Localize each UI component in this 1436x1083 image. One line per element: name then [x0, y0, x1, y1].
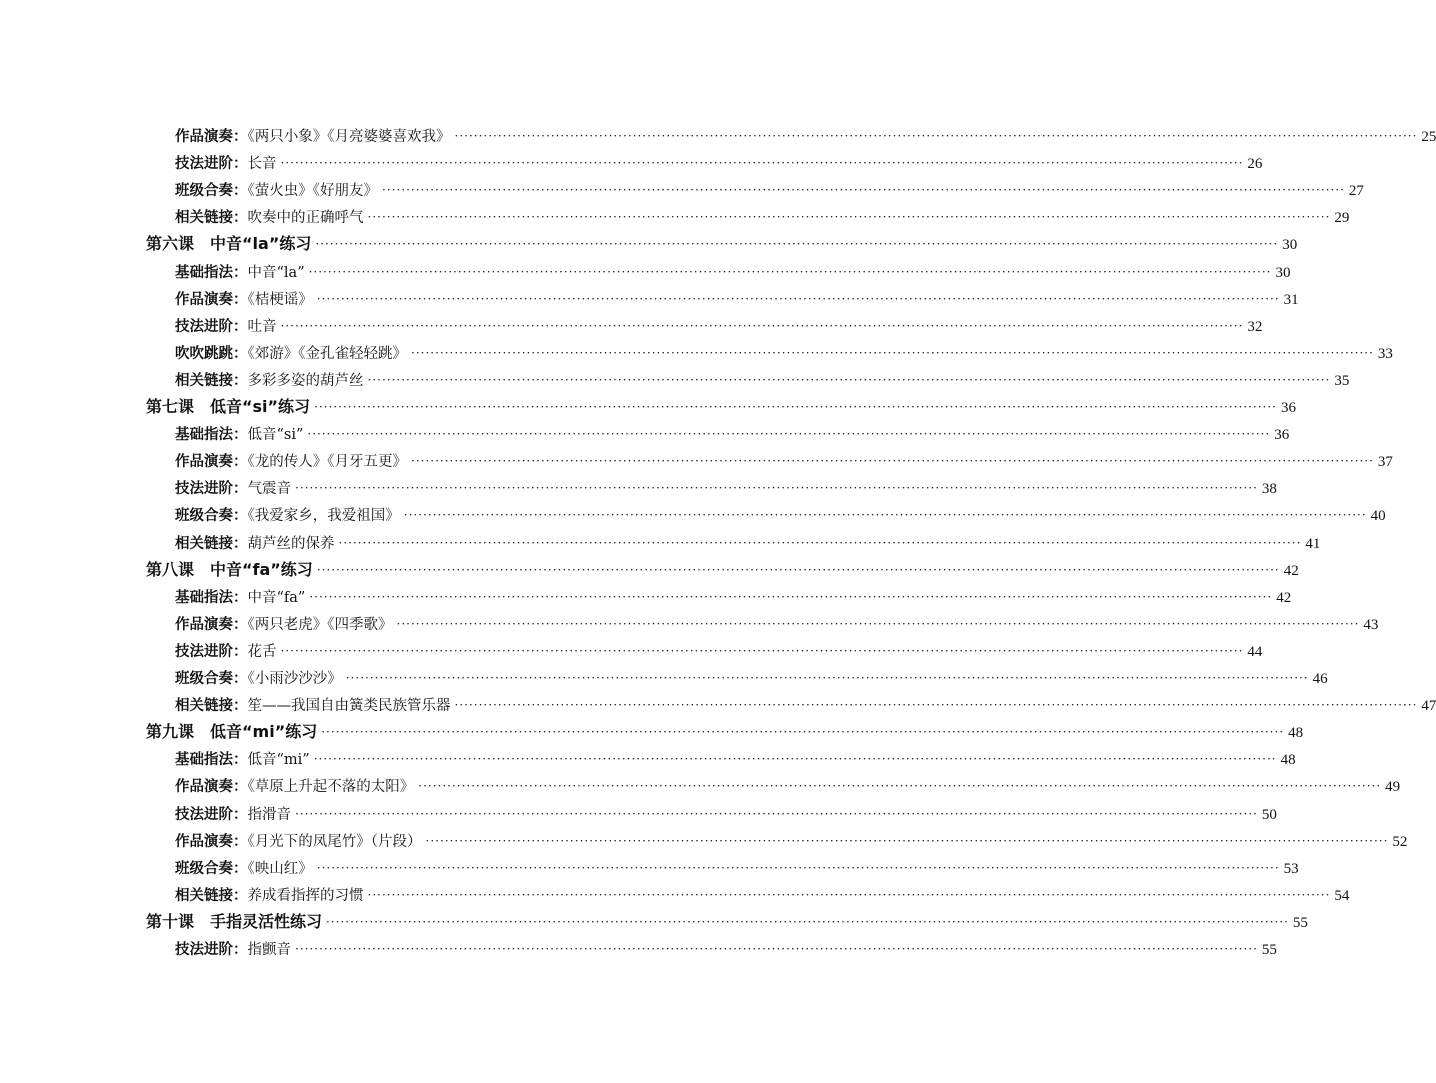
entry-category-label: 吹吹跳跳： — [175, 345, 248, 362]
entry-text: 《小雨沙沙沙》 — [247, 671, 342, 687]
entry-category-label: 班级合奏： — [175, 671, 248, 687]
entry-text: 指滑音 — [247, 806, 291, 823]
page-number: 30 — [1275, 264, 1291, 281]
entry-category-label: 相关链接： — [175, 535, 248, 552]
dot-leader: ········································································································································································································ — [295, 942, 1258, 956]
toc-item-row[interactable] — [175, 743, 1296, 769]
dot-leader: ········································································································································································································ — [315, 237, 1279, 252]
entry-title — [175, 670, 342, 688]
entry-category-label: 基础指法： — [175, 264, 248, 281]
entry-text: 低音“mi” — [247, 752, 310, 769]
entry-title — [175, 535, 335, 553]
page-number: 40 — [1370, 508, 1386, 525]
entry-text: 笙——我国自由簧类民族管乐器 — [247, 698, 451, 715]
toc-item-row[interactable] — [175, 581, 1292, 607]
page-number: 47 — [1421, 698, 1436, 715]
toc-lesson-row[interactable] — [146, 554, 1299, 580]
toc-lesson-row[interactable] — [146, 906, 1308, 932]
entry-text: 《桔梗谣》 — [247, 291, 313, 308]
entry-text: 中音“fa” — [247, 589, 306, 606]
toc-item-row[interactable] — [175, 364, 1350, 390]
dot-leader: ········································································································································································································ — [418, 779, 1382, 794]
dot-leader: ········································································································································································································ — [280, 318, 1244, 333]
entry-title — [175, 128, 451, 146]
entry-text: 《两只老虎》《四季歌》 — [247, 616, 393, 633]
dot-leader: ········································································································································································································ — [316, 291, 1280, 306]
lesson-number: 第八课 — [146, 559, 195, 579]
entry-text: 养成看指挥的习惯 — [247, 887, 364, 904]
entry-category-label: 作品演奏： — [175, 833, 248, 850]
entry-text: 中音“la” — [247, 264, 305, 281]
toc-item-row[interactable] — [175, 770, 1401, 796]
entry-category-label: 基础指法： — [175, 427, 248, 444]
lesson-number: 第六课 — [146, 234, 195, 254]
dot-leader: ········································································································································································································ — [411, 454, 1374, 469]
toc-item-row[interactable] — [175, 879, 1350, 905]
dot-leader: ········································································································································································································ — [345, 671, 1309, 685]
dot-leader: ········································································································································································································ — [454, 129, 1418, 143]
toc-lesson-row[interactable] — [146, 391, 1296, 417]
toc-item-row[interactable] — [175, 635, 1263, 661]
entry-text: 低音“si” — [247, 427, 304, 444]
entry-title — [175, 345, 407, 363]
page-number: 43 — [1363, 616, 1379, 633]
page-number: 31 — [1283, 291, 1299, 308]
entry-text: 多彩多姿的葫芦丝 — [247, 372, 364, 389]
entry-category-label: 作品演奏： — [175, 779, 248, 796]
dot-leader: ········································································································································································································ — [313, 752, 1277, 767]
entry-text: 《两只小象》《月亮婆婆喜欢我》 — [247, 129, 451, 145]
page-number: 44 — [1247, 643, 1263, 660]
toc-item-row[interactable] — [175, 174, 1364, 200]
entry-title — [175, 480, 291, 498]
entry-category-label: 技法进阶： — [175, 481, 248, 498]
entry-text: 气震音 — [247, 481, 291, 498]
toc-item-row[interactable] — [175, 662, 1328, 688]
toc-item-row[interactable] — [175, 418, 1290, 444]
page-number: 42 — [1283, 562, 1299, 579]
entry-category-label: 相关链接： — [175, 887, 248, 904]
entry-text: 《龙的传人》《月牙五更》 — [247, 454, 407, 471]
entry-category-label: 技法进阶： — [175, 643, 248, 660]
entry-title — [175, 507, 400, 525]
entry-text: 《映山红》 — [247, 860, 313, 877]
toc-item-row[interactable] — [175, 310, 1263, 336]
toc-item-row[interactable] — [175, 472, 1277, 498]
lesson-topic: 低音“mi”练习 — [210, 722, 318, 742]
lesson-title — [146, 234, 311, 254]
toc-item-row[interactable] — [175, 798, 1277, 824]
entry-text: 《郊游》《金孔雀轻轻跳》 — [247, 345, 407, 362]
entry-text: 《萤火虫》《好朋友》 — [247, 183, 378, 200]
page-number: 52 — [1392, 833, 1408, 850]
lesson-topic: 中音“la”练习 — [210, 234, 312, 254]
entry-category-label: 作品演奏： — [175, 129, 248, 145]
entry-text: 花舌 — [247, 643, 277, 660]
toc-item-row[interactable] — [175, 608, 1379, 634]
dot-leader: ········································································································································································································ — [367, 372, 1331, 387]
toc-lesson-row[interactable] — [146, 228, 1298, 254]
dot-leader: ········································································································································································································ — [280, 643, 1244, 658]
dot-leader: ········································································································································································································ — [295, 806, 1258, 821]
entry-text: 葫芦丝的保养 — [247, 535, 335, 552]
entry-text: 吹奏中的正确呼气 — [247, 210, 364, 227]
entry-title — [175, 833, 422, 851]
page-number: 49 — [1385, 779, 1401, 796]
toc-item-row[interactable] — [175, 337, 1393, 363]
lesson-number: 第七课 — [146, 397, 195, 416]
toc-item-row[interactable] — [175, 120, 1436, 146]
dot-leader: ········································································································································································································ — [316, 860, 1280, 875]
toc-item-row[interactable] — [175, 825, 1408, 851]
dot-leader: ········································································································································································································ — [382, 183, 1345, 198]
page-number: 36 — [1274, 427, 1290, 444]
entry-category-label: 作品演奏： — [175, 616, 248, 633]
page-number: 35 — [1334, 372, 1350, 389]
entry-text: 指颤音 — [247, 942, 291, 958]
page-number: 26 — [1247, 156, 1263, 173]
entry-title — [175, 941, 291, 959]
page-number: 48 — [1280, 752, 1296, 769]
entry-category-label: 班级合奏： — [175, 183, 248, 200]
page-number: 41 — [1305, 535, 1321, 552]
lesson-topic: 中音“fa”练习 — [210, 559, 313, 579]
entry-category-label: 技法进阶： — [175, 318, 248, 335]
page-number: 32 — [1247, 318, 1263, 335]
entry-category-label: 相关链接： — [175, 210, 248, 227]
page-number: 30 — [1282, 237, 1298, 254]
toc-item-row[interactable] — [175, 147, 1263, 173]
page-number: 33 — [1377, 345, 1393, 362]
entry-title — [175, 643, 277, 661]
page-number: 42 — [1276, 589, 1292, 606]
page-number: 25 — [1421, 129, 1436, 145]
toc-item-row[interactable] — [175, 689, 1436, 715]
entry-title — [175, 589, 305, 607]
dot-leader: ········································································································································································································ — [367, 887, 1331, 902]
lesson-number: 第九课 — [146, 722, 195, 742]
dot-leader: ········································································································································································································ — [314, 400, 1277, 414]
page-number: 38 — [1261, 481, 1277, 498]
page-number: 36 — [1280, 400, 1296, 416]
dot-leader: ········································································································································································································ — [326, 914, 1289, 929]
entry-category-label: 班级合奏： — [175, 508, 248, 525]
entry-text: 长音 — [247, 156, 277, 173]
page-number: 54 — [1334, 887, 1350, 904]
dot-leader: ········································································································································································································ — [425, 833, 1389, 848]
dot-leader: ········································································································································································································ — [295, 481, 1258, 496]
entry-title — [175, 453, 407, 471]
dot-leader: ········································································································································································································ — [280, 156, 1244, 171]
entry-text: 《月光下的凤尾竹》（片段） — [247, 833, 422, 850]
dot-leader: ········································································································································································································ — [338, 535, 1302, 550]
entry-title — [175, 209, 364, 227]
dot-leader: ········································································································································································································ — [321, 725, 1285, 740]
entry-title — [175, 860, 313, 878]
toc-item-row[interactable] — [175, 445, 1393, 471]
dot-leader: ········································································································································································································ — [403, 508, 1367, 523]
entry-category-label: 基础指法： — [175, 752, 248, 769]
entry-title — [175, 697, 451, 715]
entry-text: 《我爱家乡，我爱祖国》 — [247, 508, 400, 525]
page-number: 37 — [1377, 454, 1393, 471]
lesson-topic: 手指灵活性练习 — [210, 911, 323, 931]
entry-category-label: 班级合奏： — [175, 860, 248, 877]
entry-category-label: 相关链接： — [175, 698, 248, 715]
entry-title — [175, 291, 313, 309]
entry-title — [175, 806, 291, 824]
entry-category-label: 技法进阶： — [175, 156, 248, 173]
dot-leader: ········································································································································································································ — [396, 616, 1360, 631]
toc-item-row[interactable] — [175, 256, 1291, 282]
entry-title — [175, 887, 364, 905]
page-number: 55 — [1292, 914, 1308, 931]
entry-title — [175, 318, 277, 336]
lesson-title — [146, 397, 310, 417]
toc-item-row[interactable] — [175, 527, 1321, 553]
dot-leader: ········································································································································································································ — [316, 562, 1280, 577]
page-number: 29 — [1334, 210, 1350, 227]
toc-item-row[interactable] — [175, 933, 1277, 959]
lesson-title — [146, 560, 313, 580]
entry-category-label: 作品演奏： — [175, 454, 248, 471]
page-number: 46 — [1312, 671, 1328, 687]
toc-item-row[interactable] — [175, 852, 1299, 878]
page-number: 55 — [1261, 942, 1277, 958]
page-number: 50 — [1261, 806, 1277, 823]
page-number: 53 — [1283, 860, 1299, 877]
entry-category-label: 相关链接： — [175, 372, 248, 389]
lesson-title — [146, 722, 317, 742]
toc-item-row[interactable] — [175, 201, 1350, 227]
entry-text: 《草原上升起不落的太阳》 — [247, 779, 415, 796]
entry-title — [175, 155, 277, 173]
lesson-title — [146, 912, 322, 932]
entry-title — [175, 616, 393, 634]
entry-category-label: 作品演奏： — [175, 291, 248, 308]
dot-leader: ········································································································································································································ — [411, 345, 1374, 360]
entry-category-label: 基础指法： — [175, 589, 248, 606]
dot-leader: ········································································································································································································ — [367, 210, 1331, 225]
entry-title — [175, 751, 310, 769]
entry-title — [175, 372, 364, 390]
toc-item-row[interactable] — [175, 499, 1386, 525]
toc-item-row[interactable] — [175, 283, 1299, 309]
entry-title — [175, 182, 378, 200]
entry-category-label: 技法进阶： — [175, 806, 248, 823]
dot-leader: ········································································································································································································ — [454, 698, 1418, 713]
page-number: 27 — [1348, 183, 1364, 200]
toc-lesson-row[interactable] — [146, 716, 1304, 742]
entry-title — [175, 778, 414, 796]
page-number: 48 — [1288, 725, 1304, 742]
dot-leader: ········································································································································································································ — [309, 589, 1273, 604]
dot-leader: ········································································································································································································ — [307, 427, 1271, 442]
entry-title — [175, 264, 305, 282]
lesson-topic: 低音“si”练习 — [210, 397, 311, 416]
entry-category-label: 技法进阶： — [175, 942, 248, 958]
lesson-number: 第十课 — [146, 911, 195, 931]
entry-title — [175, 426, 303, 444]
dot-leader: ········································································································································································································ — [308, 264, 1272, 279]
entry-text: 吐音 — [247, 318, 277, 335]
